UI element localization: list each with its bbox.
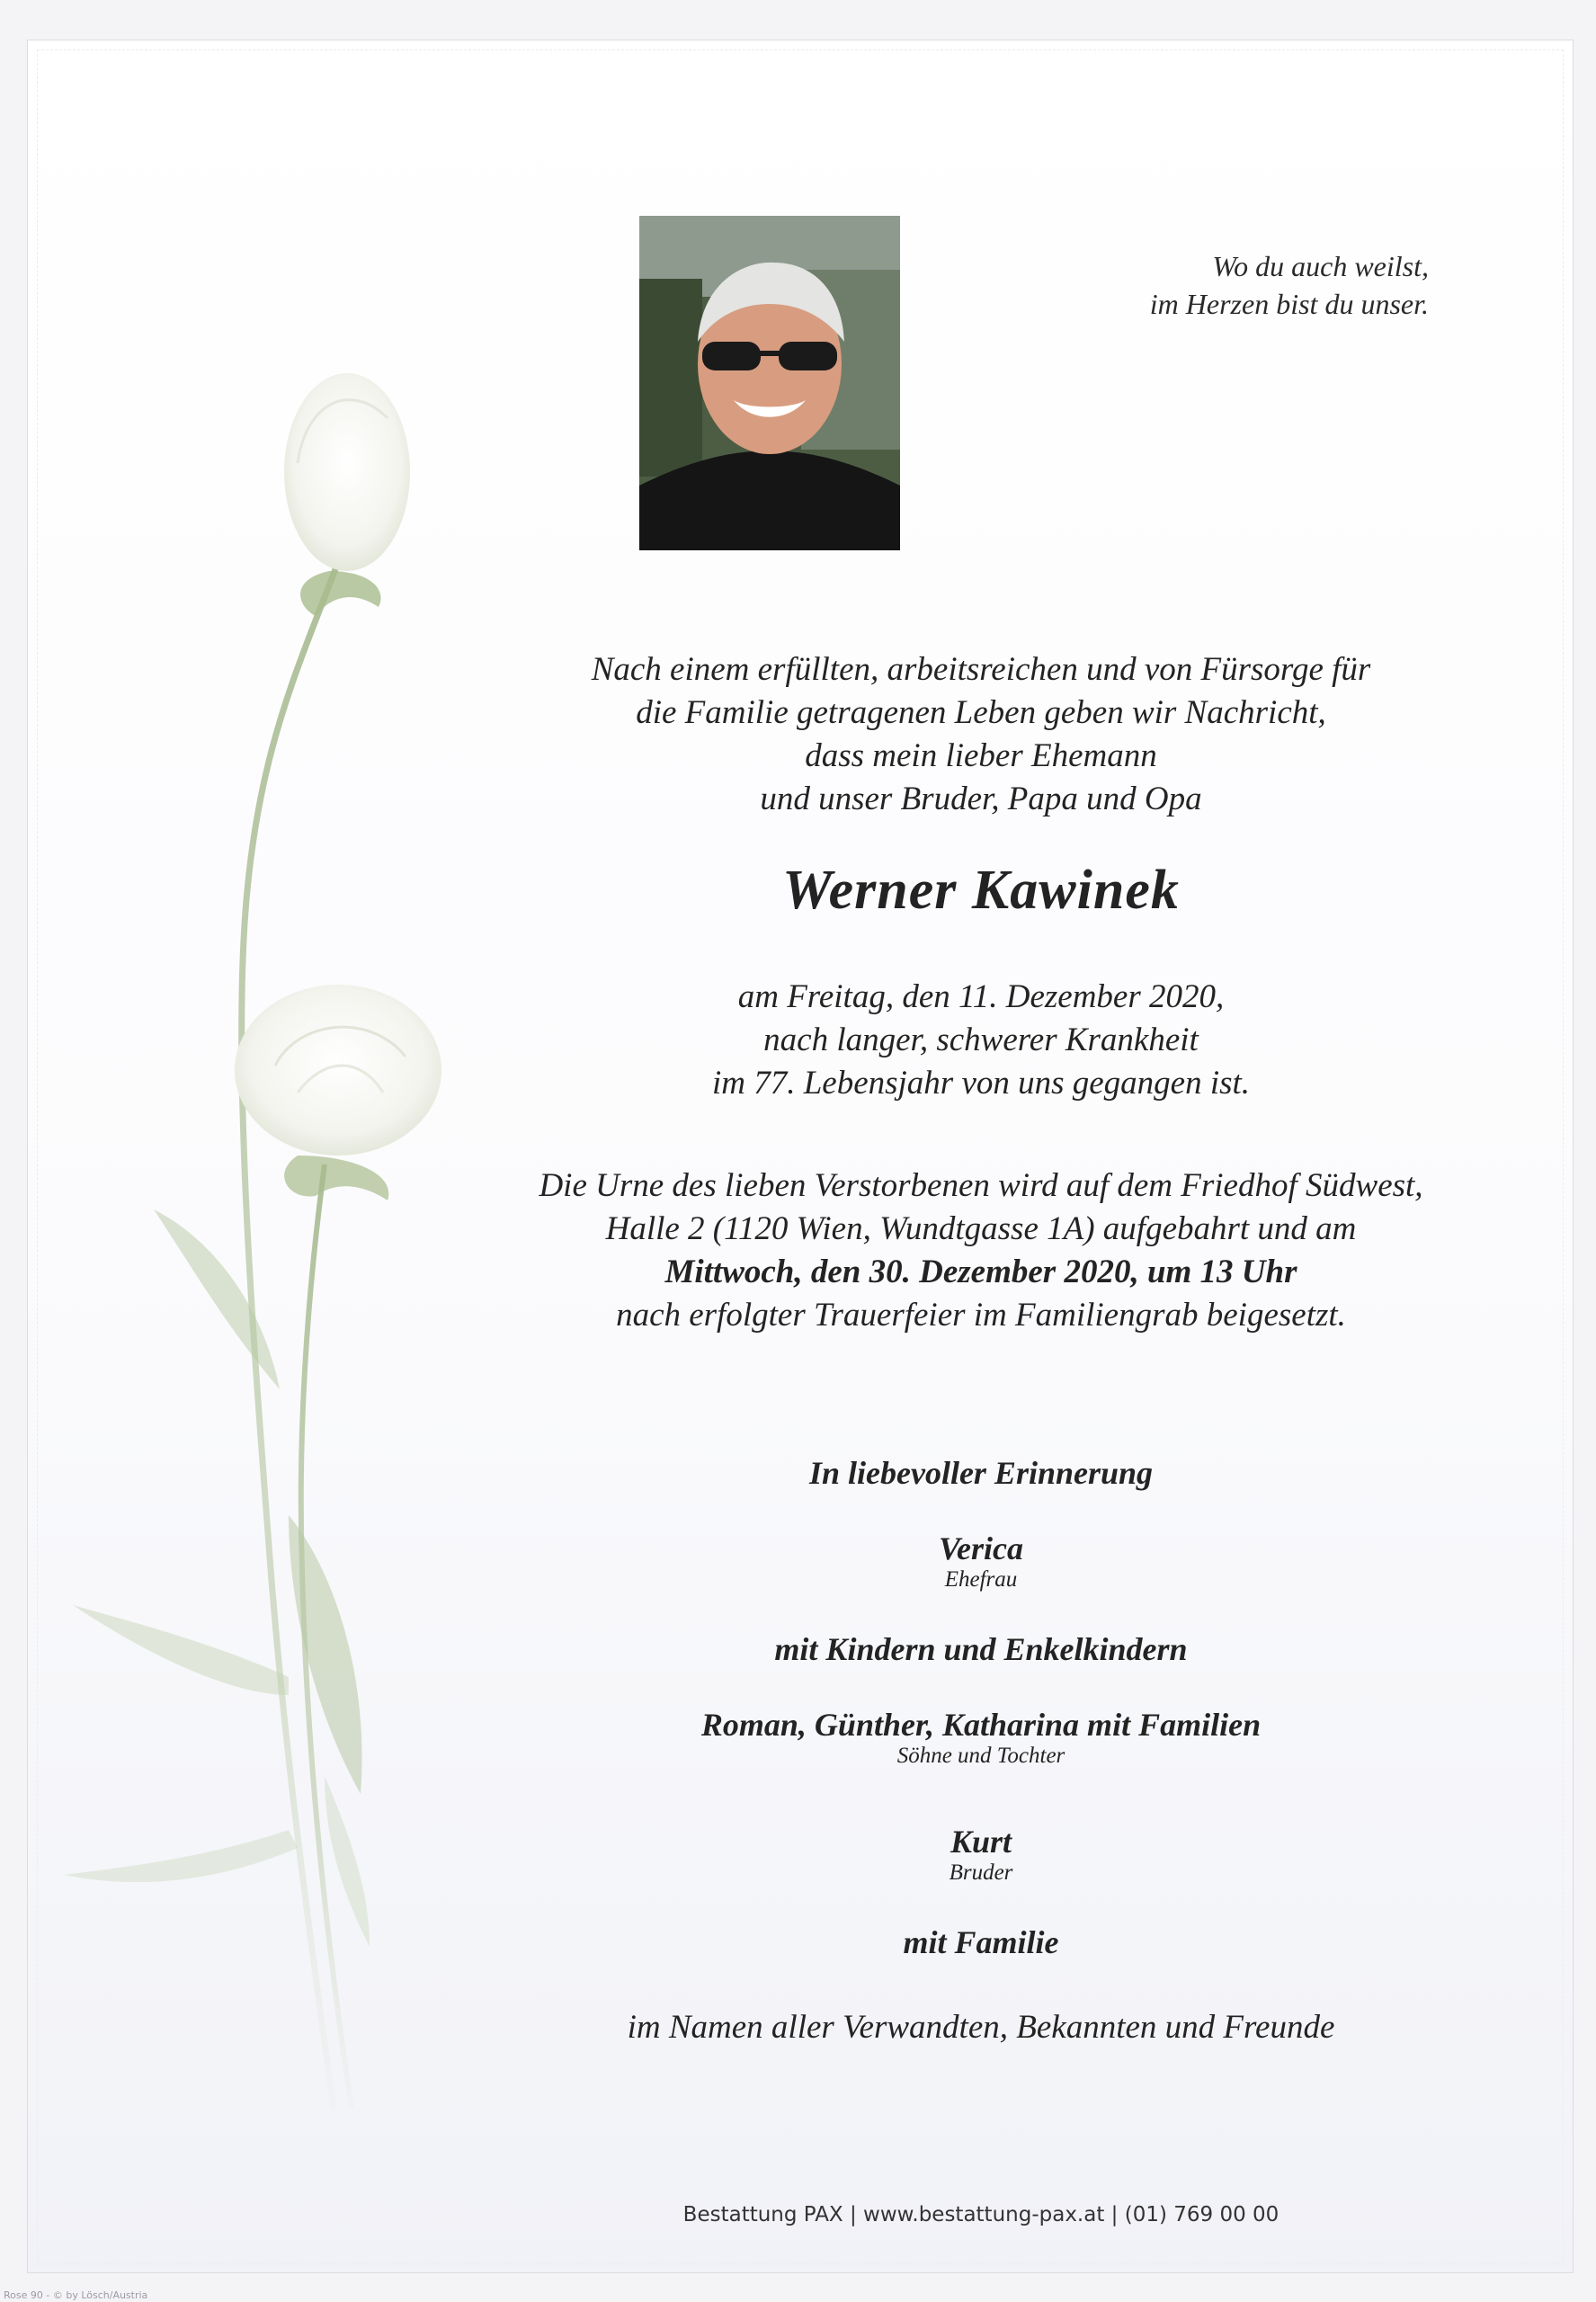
death-info-line: im 77. Lebensjahr von uns gegangen ist. (711, 1065, 1251, 1102)
mourner-relation: Söhne und Tochter (896, 1744, 1065, 1768)
funeral-line: Die Urne des lieben Verstorbenen wird auf dem Friedhof Südwest, (539, 1167, 1423, 1204)
mourner-name: mit Familie (903, 1924, 1059, 1960)
design-imprint: Rose 90 - © by Lösch/Austria (4, 2289, 148, 2301)
memorial-quote (1150, 247, 1429, 323)
death-info-line: nach langer, schwerer Krankheit (763, 1022, 1199, 1058)
intro-line: die Familie getragenen Leben geben wir Nachricht, (636, 694, 1326, 731)
death-info-line: am Freitag, den 11. Dezember 2020, (737, 978, 1225, 1015)
funeral-date: Mittwoch, den 30. Dezember 2020, um 13 Uhr (664, 1254, 1297, 1290)
closing-line: im Namen aller Verwandten, Bekannten und Freunde (627, 2009, 1335, 2046)
mourner-name: mit Kindern und Enkelkindern (774, 1631, 1188, 1667)
mourner-relation: Ehefrau (944, 1567, 1018, 1592)
funeral-details (424, 1164, 1538, 1337)
quote-line: im Herzen bist du unser. (1149, 288, 1429, 320)
funeral-line: Halle 2 (1120 Wien, Wundtgasse 1A) aufgebahrt und am (605, 1210, 1357, 1247)
memory-heading: In liebevoller Erinnerung (808, 1455, 1154, 1491)
mourner-name: Roman, Günther, Katharina mit Familien (700, 1707, 1262, 1743)
mourner-name: Verica (939, 1530, 1023, 1566)
parte-card (27, 40, 1574, 2273)
death-info (424, 976, 1538, 1105)
mourner-entry (424, 1530, 1538, 1593)
portrait-photo (639, 216, 900, 550)
intro-line: Nach einem erfüllten, arbeitsreichen und von Fürsorge für (591, 651, 1371, 688)
mourner-entry (424, 1823, 1538, 1886)
funeral-home-footer: Bestattung PAX | www.bestattung-pax.at | (01) 769 00 00 (682, 2203, 1279, 2226)
deceased-name: Werner Kawinek (782, 860, 1180, 921)
intro-line: dass mein lieber Ehemann (805, 737, 1157, 774)
mourner-name: Kurt (950, 1824, 1012, 1860)
intro-text (424, 648, 1538, 821)
mourner-entry (424, 1706, 1538, 1769)
quote-line: Wo du auch weilst, (1212, 250, 1429, 282)
mourner-relation: Bruder (949, 1860, 1013, 1885)
intro-line: und unser Bruder, Papa und Opa (760, 781, 1202, 817)
funeral-line: nach erfolgter Trauerfeier im Familiengrab beigesetzt. (616, 1297, 1346, 1334)
